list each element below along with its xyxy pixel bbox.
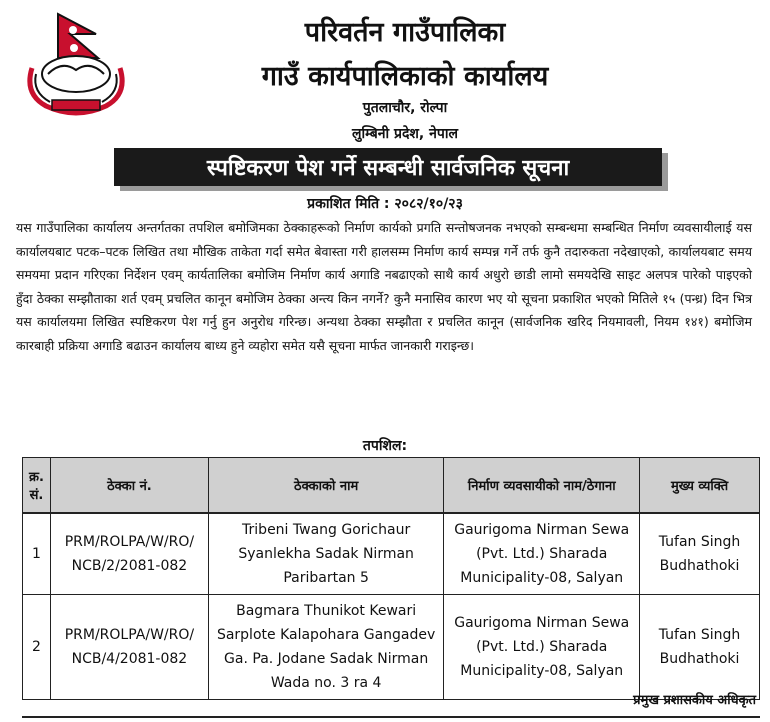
- cell-sn: 1: [23, 513, 51, 595]
- table-header-row: [23, 458, 760, 514]
- cell-contract-name: Bagmara Thunikot Kewari Sarplote Kalapohara Gangadev Ga. Pa. Jodane Sadak Nirman Wada no. 3 ra 4: [208, 595, 444, 700]
- notice-body: यस गाउँपालिका कार्यालय अन्तर्गतका तपशिल बमोजिमका ठेक्काहरूको निर्माण कार्यको प्रगति सन्तोषजनक नभएको सम्बन्धमा सम्बन्धित निर्माण व्यवसायीलाई यस कार्यालयबाट पटक–पटक लिखित तथा मौखिक ताकेता गर्दा समेत बेवास्ता गरी हालसम्म निर्माण कार्य सम्पन्न गर्ने तर्फ कुनै तदारुकता नदेखाएको, कार्यालयबाट समय समयमा प्रदान गरिएका निर्देशन एवम् कार्यतालिका बमोजिम निर्माण कार्य अगाडि नबढाएको साथै कार्य अधुरो छाडी लामो समयदेखि साइट अलपत्र पारेको पाइएको हुँदा ठेक्का सम्झौताका शर्त एवम् प्रचलित कानून बमोजिम ठेक्का अन्त्य किन नगर्ने? कुनै मनासिव कारण भए यो सूचना प्रकाशित भएको मितिले १५ (पन्ध्र) दिन भित्र यस कार्यालयमा लिखित स्पष्टिकरण पेश गर्नु हुन अनुरोध गरिन्छ। अन्यथा ठेक्का सम्झौता र प्रचलित कानून (सार्वजनिक खरिद नियमावली, नियम १४१) बमोजिम कारबाही प्रक्रिया अगाडि बढाउन कार्यालय बाध्य हुने व्यहोरा समेत यसै सूचना मार्फत जानकारी गराइन्छ।: [16, 220, 752, 353]
- col-header-contractor: निर्माण व्यवसायीको नाम/ठेगाना: [444, 458, 640, 514]
- signatory-title: प्रमुख प्रशासकीय अधिकृत: [633, 693, 756, 708]
- col-header-key-person: मुख्य व्यक्ति: [640, 458, 760, 514]
- col-header-sn: क्र. सं.: [23, 458, 51, 514]
- contracts-table: [22, 457, 760, 700]
- cell-sn: 2: [23, 595, 51, 700]
- province-country: लुम्बिनी प्रदेश, नेपाल: [352, 126, 458, 142]
- col-header-contract-name: ठेक्काको नाम: [208, 458, 444, 514]
- published-date: प्रकाशित मिति : २०८२/१०/२३: [307, 196, 463, 212]
- cell-contract-no: PRM/ROLPA/W/RO/ NCB/4/2081-082: [50, 595, 208, 700]
- cell-contractor: Gaurigoma Nirman Sewa (Pvt. Ltd.) Sharada Municipality-08, Salyan: [444, 595, 640, 700]
- details-heading: तपशिल:: [362, 438, 408, 454]
- office-address: पुतलाचौर, रोल्पा: [362, 100, 448, 116]
- col-header-contract-no: ठेक्का नं.: [50, 458, 208, 514]
- office-name: गाउँ कार्यपालिकाको कार्यालय: [261, 61, 549, 92]
- municipality-name: परिवर्तन गाउँपालिका: [304, 17, 506, 48]
- notice-title: स्पष्टिकरण पेश गर्ने सम्बन्धी सार्वजनिक सूचना: [114, 148, 662, 186]
- cell-contract-no: PRM/ROLPA/W/RO/ NCB/2/2081-082: [50, 513, 208, 595]
- cell-contractor: Gaurigoma Nirman Sewa (Pvt. Ltd.) Sharada Municipality-08, Salyan: [444, 513, 640, 595]
- cell-contract-name: Tribeni Twang Gorichaur Syanlekha Sadak Nirman Paribartan 5: [208, 513, 444, 595]
- cell-key-person: Tufan Singh Budhathoki: [640, 513, 760, 595]
- table-row: [23, 513, 760, 595]
- footer-rule: [22, 716, 760, 718]
- table-row: [23, 595, 760, 700]
- cell-key-person: Tufan Singh Budhathoki: [640, 595, 760, 700]
